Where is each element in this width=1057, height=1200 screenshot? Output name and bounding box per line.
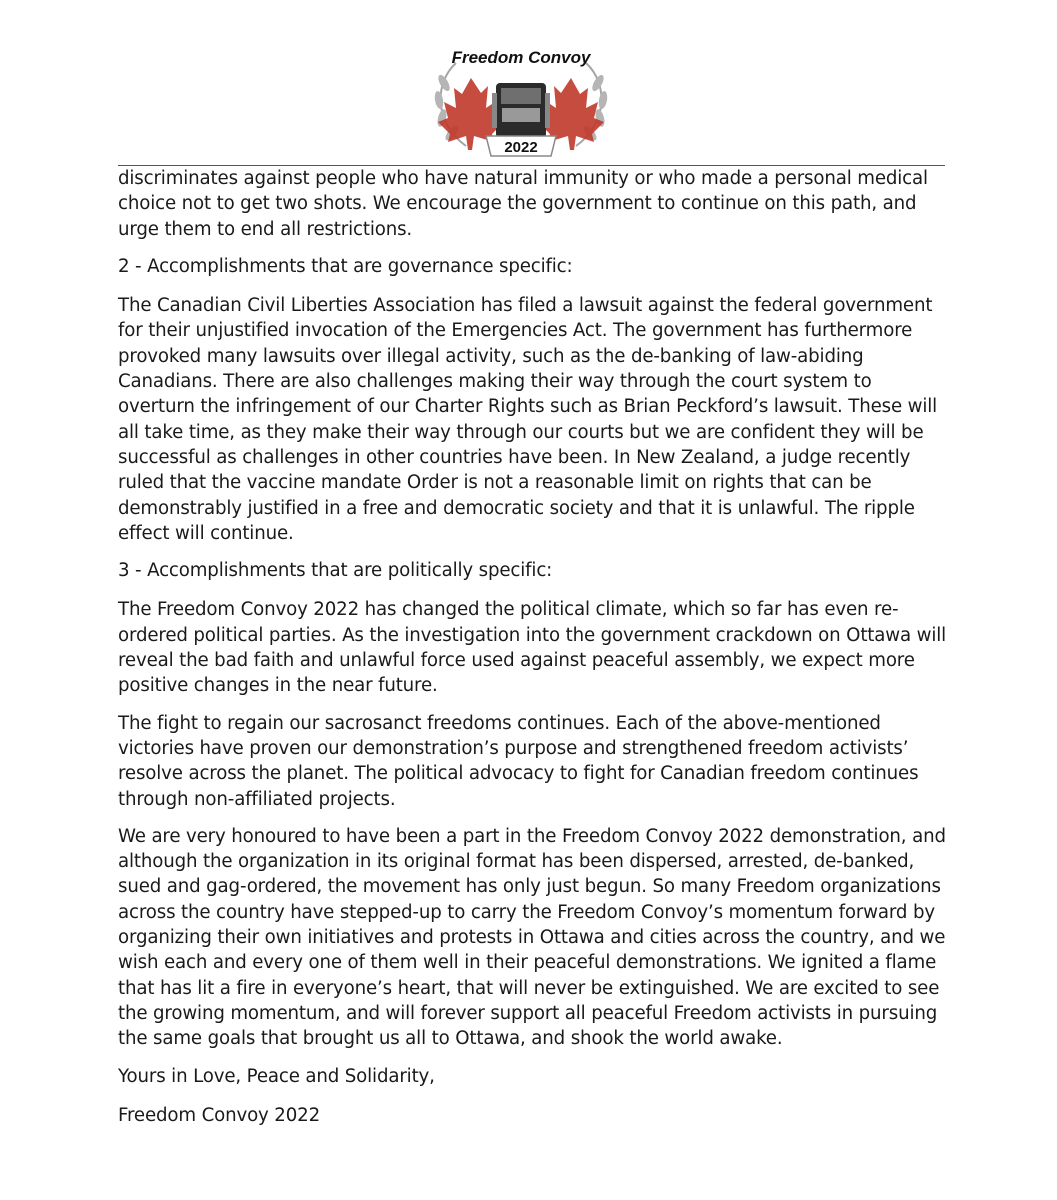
paragraph: We are very honoured to have been a part in the Freedom Convoy 2022 demonstration, and although the organization in its original format has been dispersed, arrested, de-banked, sued and gag-ordered, the movement has only just begun. So many Freedom organizations across the country have stepped-up to carry the Freedom Convoy’s momentum forward by organizing their own initiatives and protests in Ottawa and cities across the country, and we wish each and every one of them well in their peaceful demonstrations. We ignited a flame that has lit a fire in everyone’s heart, that will never be extinguished. We are excited to see the growing momentum, and will forever support all peaceful Freedom activists in pursuing the same goals that brought us all to Ottawa, and shook the world awake. <box>118 825 946 1050</box>
paragraph: discriminates against people who have natural immunity or who made a personal medical choice not to get two shots. We encourage the government to continue on this path, and urge them to end all restrictions. <box>118 168 928 240</box>
freedom-convoy-logo <box>426 38 616 162</box>
paragraph: The Freedom Convoy 2022 has changed the political climate, which so far has even re-ordered political parties. As the investigation into the government crackdown on Ottawa will reveal the bad faith and unlawful force used against peaceful assembly, we expect more positive changes in the near future. <box>118 599 947 697</box>
letter-body <box>118 166 948 1140</box>
logo-graphic <box>426 38 616 162</box>
section-heading: 3 - Accomplishments that are politically specific: <box>118 560 553 582</box>
section-heading: 2 - Accomplishments that are governance specific: <box>118 255 573 277</box>
logo-top-text: Freedom Convoy <box>451 48 591 67</box>
paragraph: The Canadian Civil Liberties Association has filed a lawsuit against the federal government for their unjustified invocation of the Emergencies Act. The government has furthermore provoked many lawsuits over illegal activity, such as the de-banking of law-abiding Canadians. There are also challenges making their way through the court system to overturn the infringement of our Charter Rights such as Brian Peckford’s lawsuit. These will all take time, as they make their way through our courts but we are confident they will be successful as challenges in other countries have been. In New Zealand, a judge recently ruled that the vaccine mandate Order is not a reasonable limit on rights that can be demonstrably justified in a free and democratic society and that it is unlawful. The ripple effect will continue. <box>118 295 938 544</box>
signature: Freedom Convoy 2022 <box>118 1104 320 1126</box>
logo-bottom-text: 2022 <box>504 139 538 156</box>
paragraph: The fight to regain our sacrosanct freedoms continues. Each of the above-mentioned victories have proven our demonstration’s purpose and strengthened freedom activists’ resolve across the planet. The political advocacy to fight for Canadian freedom continues through non-affiliated projects. <box>118 712 919 810</box>
closing-line: Yours in Love, Peace and Solidarity, <box>118 1065 435 1087</box>
